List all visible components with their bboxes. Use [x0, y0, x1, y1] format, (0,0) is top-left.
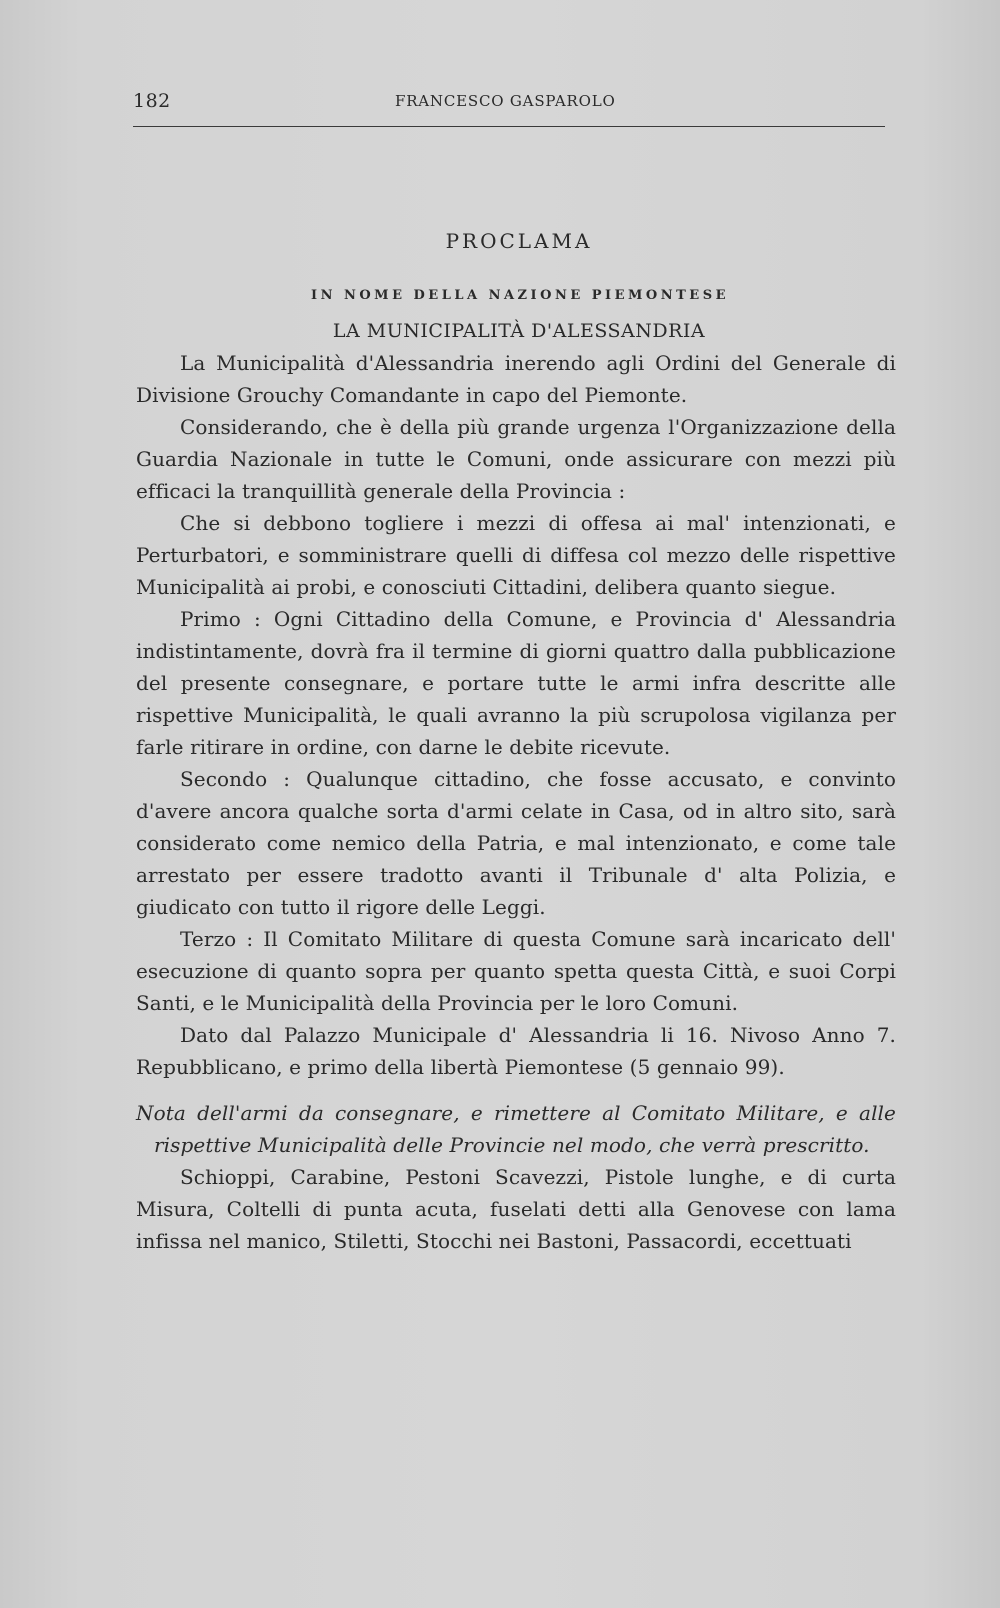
weapons-list-paragraph: Schioppi, Carabine, Pestoni Scavezzi, Pistole lunghe, e di curta Misura, Coltelli di punta acuta, fuselati detti alla Genovese con lama infissa nel manico, Stiletti, Stocchi nei Bastoni, Passacordi, eccettuati [136, 1165, 896, 1253]
proclama-issuer: LA MUNICIPALITÀ D'ALESSANDRIA [332, 320, 706, 342]
paragraph-primo: Primo : Ogni Cittadino della Comune, e Provincia d' Alessandria indistintamente, dovrà fra il termine di giorni quattro dalla pubblicazione del presente consegnare, e portare tutte le armi infra descritte alle rispettive Municipalità, le quali avranno la più scrupolosa vigilanza per farle ritirare in ordine, con darne le debite ricevute. [136, 607, 896, 759]
weapons-note: Nota dell'armi da consegnare, e rimettere al Comitato Militare, e alle rispettive Municipalità delle Provincie nel modo, che verrà prescritto. [136, 1101, 896, 1157]
paragraph-offesa: Che si debbono togliere i mezzi di offesa ai mal' intenzionati, e Perturbatori, e somministrare quelli di diffesa col mezzo delle rispettive Municipalità ai probi, e conosciuti Cittadini, delibera quanto siegue. [136, 511, 896, 599]
page-header [133, 88, 885, 114]
paragraph-dato: Dato dal Palazzo Municipale d' Alessandria li 16. Nivoso Anno 7. Repubblicano, e primo della libertà Piemontese (5 gennaio 99). [136, 1023, 896, 1079]
paragraph-terzo: Terzo : Il Comitato Militare di questa Comune sarà incaricato dell' esecuzione di quanto sopra per quanto spetta questa Città, e suoi Corpi Santi, e le Municipalità della Provincia per le loro Comuni. [136, 927, 896, 1015]
paragraph-considerando: Considerando, che è della più grande urgenza l'Organizzazione della Guardia Nazionale in tutte le Comuni, onde assicurare con mezzi più efficaci la tranquillità generale della Provincia : [136, 415, 896, 503]
proclama-text [136, 225, 896, 1257]
header-rule [133, 126, 885, 127]
paragraph-secondo: Secondo : Qualunque cittadino, che fosse accusato, e convinto d'avere ancora qualche sorta d'armi celate in Casa, od in altro sito, sarà considerato come nemico della Patria, e mal intenzionato, e come tale arrestato per essere tradotto avanti il Tribunale d' alta Polizia, e giudicato con tutto il rigore delle Leggi. [136, 767, 896, 919]
proclama-title: PROCLAMA [445, 229, 593, 253]
running-head: FRANCESCO GASPAROLO [395, 92, 616, 110]
paragraph-intro: La Municipalità d'Alessandria inerendo agli Ordini del Generale di Divisione Grouchy Comandante in capo del Piemonte. [136, 351, 896, 407]
proclama-subtitle: IN NOME DELLA NAZIONE PIEMONTESE [310, 288, 730, 303]
page-number: 182 [133, 90, 171, 112]
